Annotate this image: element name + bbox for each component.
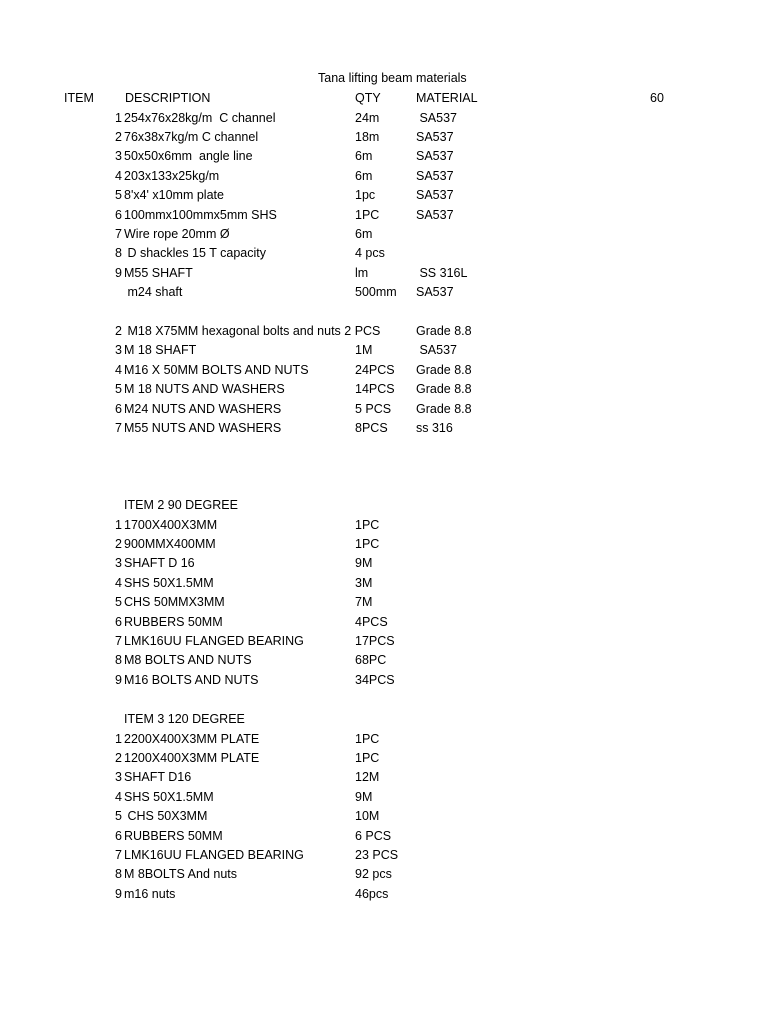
list-item bbox=[0, 265, 768, 281]
list-item bbox=[0, 536, 768, 552]
item-material: Grade 8.8 bbox=[416, 382, 472, 397]
item-quantity: 46pcs bbox=[355, 886, 389, 901]
list-item bbox=[0, 517, 768, 533]
item-number: 3 bbox=[115, 770, 122, 785]
item-number: 2 bbox=[115, 129, 122, 144]
item-description: 2200X400X3MM PLATE bbox=[124, 731, 260, 746]
item-material: SA537 bbox=[416, 168, 454, 183]
item-material: Grade 8.8 bbox=[416, 401, 472, 416]
item-number: 6 bbox=[115, 828, 122, 843]
item-description: 1700X400X3MM bbox=[124, 517, 218, 532]
item-quantity: 24PCS bbox=[355, 362, 395, 377]
item-number: 3 bbox=[115, 556, 122, 571]
item-description: CHS 50MMX3MM bbox=[124, 595, 225, 610]
list-item bbox=[0, 284, 768, 300]
item-description: CHS 50X3MM bbox=[124, 809, 208, 824]
item-description: M55 NUTS AND WASHERS bbox=[124, 421, 282, 435]
item-number: 6 bbox=[115, 614, 122, 629]
item-number: 4 bbox=[115, 789, 122, 804]
item-number: 7 bbox=[115, 421, 122, 435]
list-item bbox=[0, 614, 768, 630]
item-quantity: 24m bbox=[355, 110, 380, 125]
list-item bbox=[0, 847, 768, 863]
header-qty: QTY bbox=[355, 91, 381, 105]
list-item bbox=[0, 148, 768, 164]
item-description: 100mmx100mmx5mm SHS bbox=[124, 207, 277, 222]
item-description: 254x76x28kg/m C channel bbox=[124, 110, 276, 125]
item-number: 2 bbox=[115, 324, 122, 338]
item-material: SA537 bbox=[416, 343, 458, 358]
item-quantity: 500mm bbox=[355, 285, 397, 300]
header-description: DESCRIPTION bbox=[125, 91, 211, 105]
list-item bbox=[0, 555, 768, 571]
item-number: 6 bbox=[115, 207, 122, 222]
header-item: ITEM bbox=[64, 91, 94, 105]
item-number: 5 bbox=[115, 595, 122, 610]
item-number: 2 bbox=[115, 750, 122, 765]
item-number: 6 bbox=[115, 401, 122, 416]
list-item bbox=[0, 207, 768, 223]
item-quantity: 4 pcs bbox=[355, 246, 385, 261]
item-material: SA537 bbox=[416, 149, 454, 164]
item-number: 7 bbox=[115, 633, 122, 648]
item-number: 4 bbox=[115, 168, 122, 183]
item-description: 8'x4' x10mm plate bbox=[124, 188, 224, 203]
list-item bbox=[0, 226, 768, 242]
item-number: 8 bbox=[115, 867, 122, 882]
item-description: 900MMX400MM bbox=[124, 536, 216, 551]
item-quantity: 1M bbox=[355, 343, 373, 358]
item-number: 1 bbox=[115, 517, 122, 532]
list-item bbox=[0, 129, 768, 145]
item-material: SA537 bbox=[416, 285, 454, 300]
item-quantity: 1PC bbox=[355, 517, 380, 532]
list-item bbox=[0, 633, 768, 649]
item-quantity: 23 PCS bbox=[355, 847, 399, 862]
list-item bbox=[0, 168, 768, 184]
list-item bbox=[0, 652, 768, 668]
list-item bbox=[0, 420, 768, 436]
item-description: SHS 50X1.5MM bbox=[124, 789, 214, 804]
item-quantity: 18m bbox=[355, 129, 380, 144]
item-quantity: 6m bbox=[355, 149, 373, 164]
item-description: RUBBERS 50MM bbox=[124, 828, 223, 843]
list-item bbox=[0, 245, 768, 261]
item-material: Grade 8.8 bbox=[416, 362, 472, 377]
header-material: MATERIAL bbox=[416, 91, 478, 105]
item-description: 1200X400X3MM PLATE bbox=[124, 750, 260, 765]
document-title: Tana lifting beam materials bbox=[318, 71, 467, 85]
item-description: Wire rope 20mm Ø bbox=[124, 226, 230, 241]
list-item bbox=[0, 401, 768, 417]
item-material: SA537 bbox=[416, 129, 454, 144]
item-quantity: 1PC bbox=[355, 750, 380, 765]
section-heading: ITEM 2 90 DEGREE bbox=[124, 498, 238, 512]
list-item bbox=[0, 731, 768, 747]
item-quantity: 3M bbox=[355, 575, 373, 590]
list-item bbox=[0, 110, 768, 126]
item-number: 8 bbox=[115, 653, 122, 668]
item-quantity: 6 PCS bbox=[355, 828, 392, 843]
item-description: M8 BOLTS AND NUTS bbox=[124, 653, 252, 668]
item-description: M24 NUTS AND WASHERS bbox=[124, 401, 282, 416]
item-quantity: 6m bbox=[355, 226, 373, 241]
item-number: 2 bbox=[115, 536, 122, 551]
header-number: 60 bbox=[650, 91, 664, 105]
item-quantity: 34PCS bbox=[355, 672, 395, 687]
list-item bbox=[0, 769, 768, 785]
item-quantity: 9M bbox=[355, 556, 373, 571]
list-item bbox=[0, 808, 768, 824]
item-description: 76x38x7kg/m C channel bbox=[124, 129, 259, 144]
item-description: LMK16UU FLANGED BEARING bbox=[124, 847, 304, 862]
item-description: M 8BOLTS And nuts bbox=[124, 867, 238, 882]
list-item bbox=[0, 362, 768, 378]
item-quantity: 7M bbox=[355, 595, 373, 610]
item-material: SS 316L bbox=[416, 265, 468, 280]
list-item bbox=[0, 866, 768, 882]
item-quantity: 10M bbox=[355, 809, 380, 824]
item-description: D shackles 15 T capacity bbox=[124, 246, 266, 261]
item-quantity: 17PCS bbox=[355, 633, 395, 648]
item-quantity: 12M bbox=[355, 770, 380, 785]
item-quantity: 9M bbox=[355, 789, 373, 804]
item-quantity: 6m bbox=[355, 168, 373, 183]
item-description: M18 X75MM hexagonal bolts and nuts 2 PCS bbox=[124, 324, 381, 338]
item-description: M 18 SHAFT bbox=[124, 343, 197, 358]
item-description: RUBBERS 50MM bbox=[124, 614, 223, 629]
item-number: 9 bbox=[115, 672, 122, 687]
item-number: 7 bbox=[115, 226, 122, 241]
item-number: 5 bbox=[115, 809, 122, 824]
item-quantity: 8PCS bbox=[355, 421, 388, 435]
item-quantity: 1PC bbox=[355, 207, 380, 222]
item-number: 3 bbox=[115, 149, 122, 164]
item-number: 4 bbox=[115, 575, 122, 590]
list-item bbox=[0, 594, 768, 610]
item-number: 4 bbox=[115, 362, 122, 377]
item-number: 1 bbox=[115, 731, 122, 746]
item-number: 1 bbox=[115, 110, 122, 125]
item-number: 3 bbox=[115, 343, 122, 358]
item-description: M16 BOLTS AND NUTS bbox=[124, 672, 259, 687]
item-quantity: 1PC bbox=[355, 536, 380, 551]
list-item bbox=[0, 789, 768, 805]
item-description: 203x133x25kg/m bbox=[124, 168, 220, 183]
item-quantity: 14PCS bbox=[355, 382, 395, 397]
item-material: SA537 bbox=[416, 110, 458, 125]
item-quantity: 4PCS bbox=[355, 614, 388, 629]
item-description: m16 nuts bbox=[124, 886, 176, 901]
item-number: 5 bbox=[115, 188, 122, 203]
list-item bbox=[0, 187, 768, 203]
item-material: ss 316 bbox=[416, 421, 453, 435]
item-description: M55 SHAFT bbox=[124, 265, 193, 280]
item-number: 9 bbox=[115, 886, 122, 901]
item-description: SHAFT D16 bbox=[124, 770, 192, 785]
item-description: SHAFT D 16 bbox=[124, 556, 195, 571]
item-material: SA537 bbox=[416, 188, 454, 203]
list-item bbox=[0, 672, 768, 688]
item-number: 8 bbox=[115, 246, 122, 261]
item-quantity: 1PC bbox=[355, 731, 380, 746]
list-item bbox=[0, 342, 768, 358]
list-item bbox=[0, 381, 768, 397]
item-description: m24 shaft bbox=[124, 285, 183, 300]
item-quantity: 92 pcs bbox=[355, 867, 392, 882]
item-description: SHS 50X1.5MM bbox=[124, 575, 214, 590]
list-item bbox=[0, 575, 768, 591]
item-quantity: 5 PCS bbox=[355, 401, 392, 416]
item-number: 7 bbox=[115, 847, 122, 862]
item-material: Grade 8.8 bbox=[416, 324, 472, 338]
item-material: SA537 bbox=[416, 207, 454, 222]
item-description: LMK16UU FLANGED BEARING bbox=[124, 633, 304, 648]
item-quantity: 1pc bbox=[355, 188, 376, 203]
item-number: 9 bbox=[115, 265, 122, 280]
item-description: M16 X 50MM BOLTS AND NUTS bbox=[124, 362, 309, 377]
section-heading: ITEM 3 120 DEGREE bbox=[124, 712, 245, 726]
list-item bbox=[0, 886, 768, 902]
item-description: 50x50x6mm angle line bbox=[124, 149, 253, 164]
item-quantity: lm bbox=[355, 265, 369, 280]
list-item bbox=[0, 323, 768, 339]
list-item bbox=[0, 750, 768, 766]
item-quantity: 68PC bbox=[355, 653, 387, 668]
item-description: M 18 NUTS AND WASHERS bbox=[124, 382, 285, 397]
item-number: 5 bbox=[115, 382, 122, 397]
list-item bbox=[0, 828, 768, 844]
